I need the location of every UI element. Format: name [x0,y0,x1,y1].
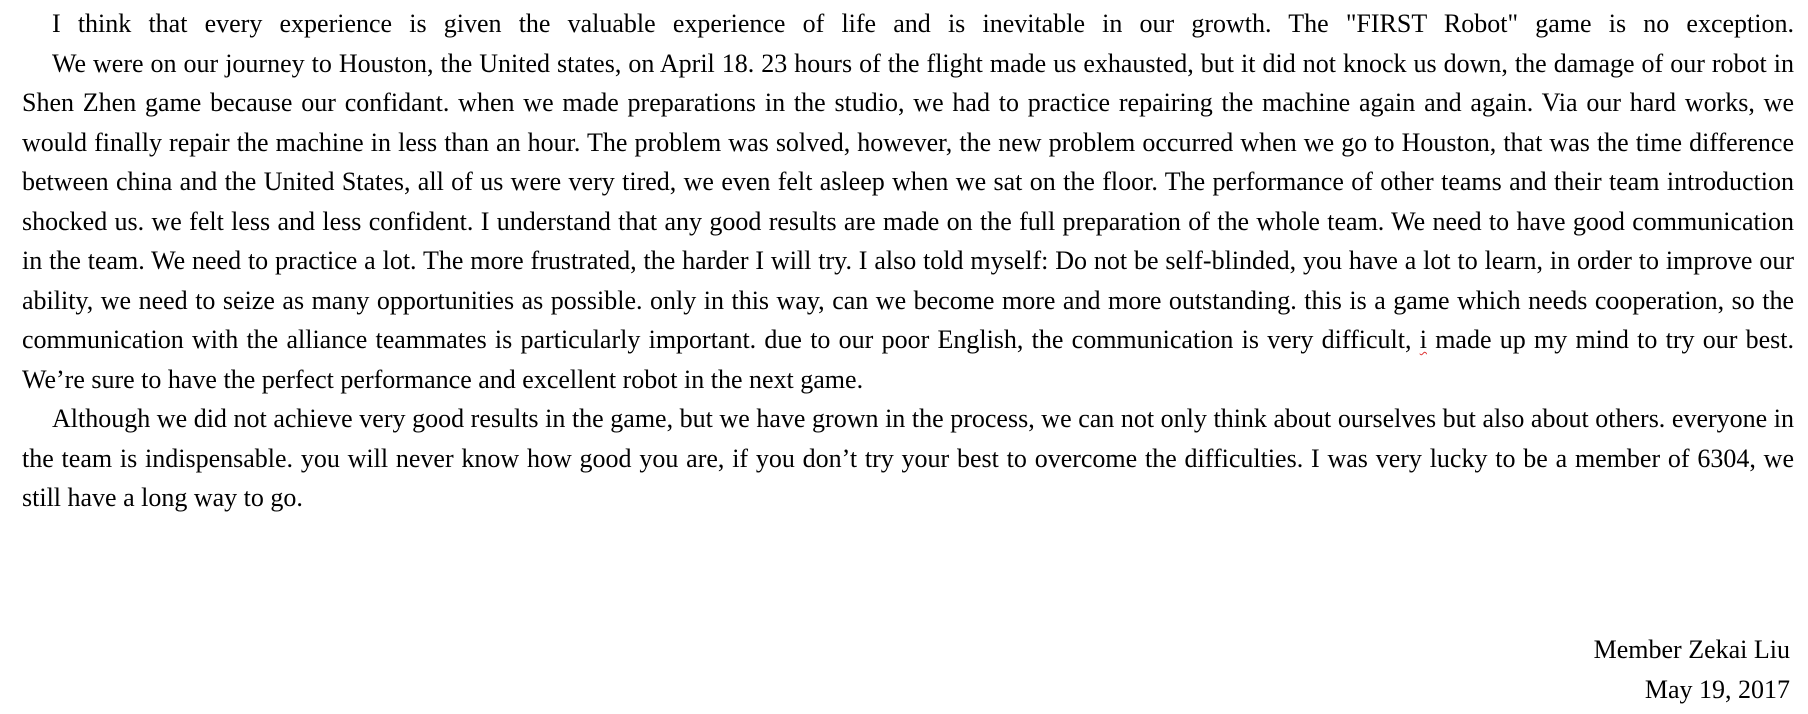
paragraph-2-text-b: made up my mind to try our best. We’re sure to have the perfect performance and excellent robot in the next game. [22,325,1794,394]
paragraph-3: Although we did not achieve very good results in the game, but we have grown in the process, we can not only think about ourselves but also about others. everyone in the team is indispensable. you will never know how good you are, if you don’t try your best to overcome the difficulties. I was very lucky to be a member of 6304, we still have a long way to go. [22,404,1794,512]
signature-name: Member Zekai Liu [1593,635,1790,664]
paragraph-1: I think that every experience is given the valuable experience of life and is inevitable in our growth. The "FIRST Robot" game is no exception. [52,9,1794,38]
document-body [22,4,1794,518]
signature-date: May 19, 2017 [1644,675,1790,704]
paragraph-2-text-a: We were on our journey to Houston, the United states, on April 18. 23 hours of the flight made us exhausted, but it did not knock us down, the damage of our robot in Shen Zhen game because our confidant. when we made preparations in the studio, we had to practice repairing the machine again and again. Via our hard works, we would finally repair the machine in less than an hour. The problem was solved, however, the new problem occurred when we go to Houston, that was the time difference between china and the United States, all of us were very tired, we even felt asleep when we sat on the floor. The performance of other teams and their team introduction shocked us. we felt less and less confident. I understand that any good results are made on the full preparation of the whole team. We need to have good communication in the team. We need to practice a lot. The more frustrated, the harder I will try. I also told myself: Do not be self-blinded, you have a lot to learn, in order to improve our ability, we need to seize as many opportunities as possible. only in this way, can we become more and more outstanding. this is a game which needs cooperation, so the communication with the alliance teammates is particularly important. due to our poor English, the communication is very difficult, [22,48,1794,354]
paragraph-2 [22,44,1794,400]
spellcheck-flagged-word[interactable]: i [1419,325,1427,354]
signature-block [1594,630,1790,710]
